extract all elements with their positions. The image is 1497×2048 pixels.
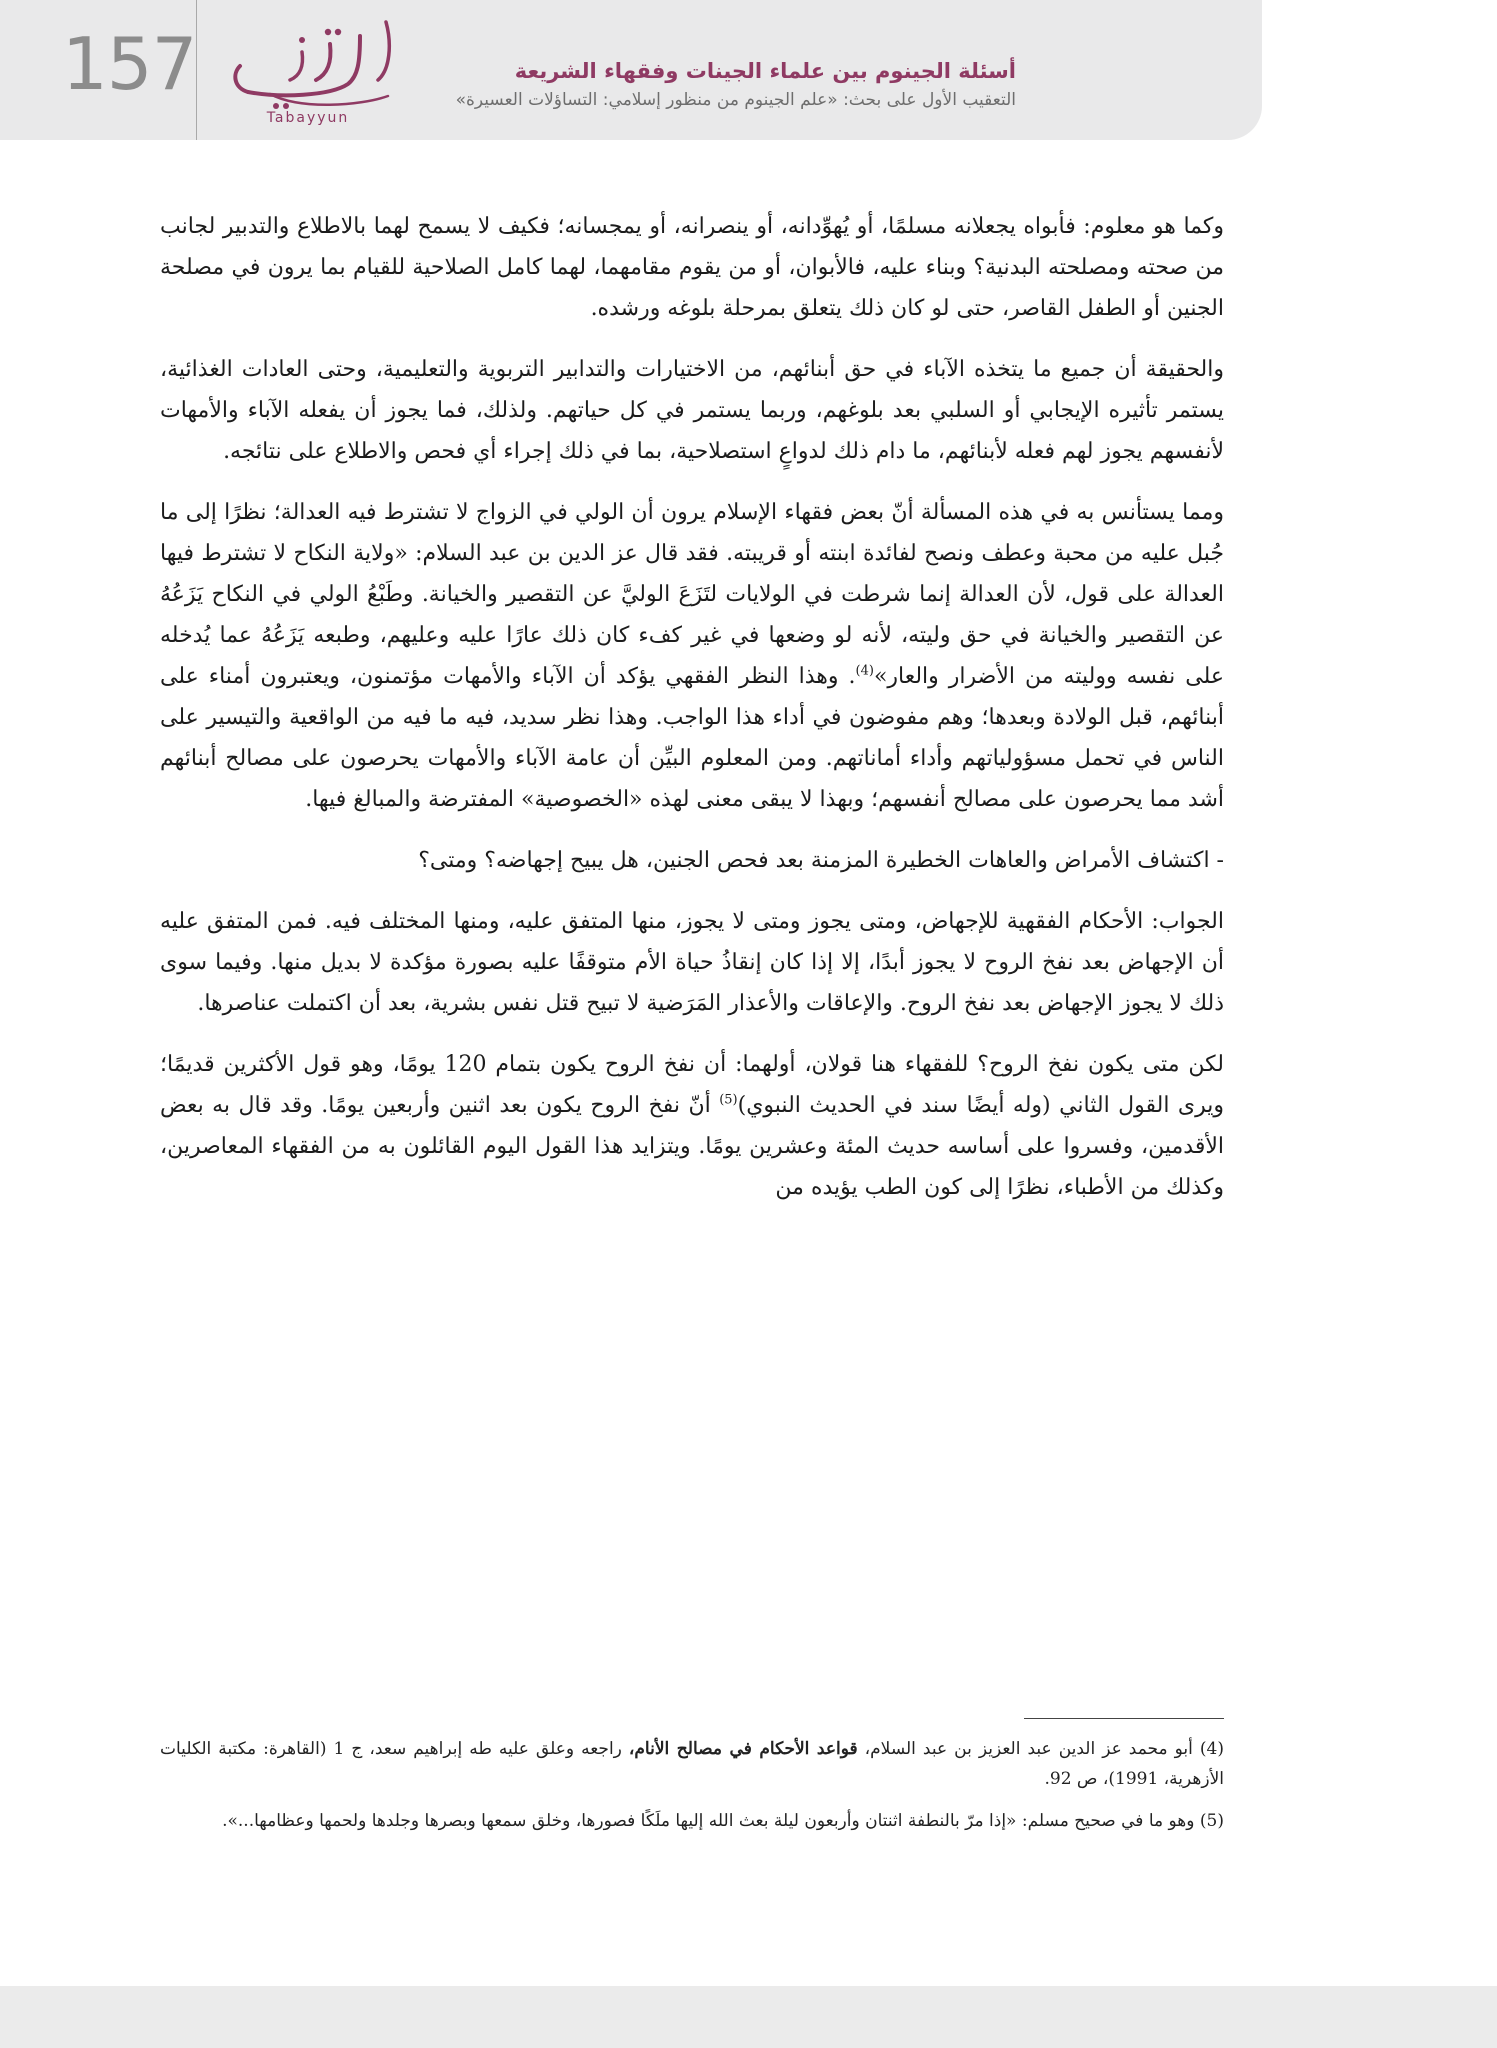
footnote-5 (160, 1806, 1224, 1836)
paragraph-1: وكما هو معلوم: فأبواه يجعلانه مسلمًا، أو يُهوِّدانه، أو ينصرانه، أو يمجسانه؛ فكيف لا يسمح لهما بالاطلاع والتدبير لجانب من صحته ومصلحته البدنية؟ وبناء عليه، فالأبوان، أو من يقوم مقامهما، لهما كامل الصلاحية للقيام بما يرون في مصلحة الجنين أو الطفل القاصر، حتى لو كان ذلك يتعلق بمرحلة بلوغه ورشده. (160, 214, 1224, 321)
footnotes (160, 1734, 1224, 1848)
main-content (160, 206, 1224, 1228)
footnote-ref-5[interactable]: (5) (719, 1092, 738, 1108)
footnote-4-author: أبو محمد عز الدين عبد العزيز بن عبد السلام، (864, 1739, 1193, 1759)
footnote-ref-4[interactable]: (4) (855, 663, 874, 679)
paragraph-3-part-a: ومما يستأنس به في هذه المسألة أنّ بعض فقهاء الإسلام يرون أن الولي في الزواج لا تشترط فيه العدالة؛ نظرًا إلى ما جُبل عليه من محبة وعطف ونصح لفائدة ابنته أو قريبته. فقد قال عز الدين بن عبد السلام: «ولاية النكاح لا تشترط فيها العدالة على قول، لأن العدالة إنما شرطت في الولايات لتَزَعَ الوليَّ عن التقصير والخيانة. وطَبْعُ الولي في النكاح يَزَعُهُ عن التقصير والخيانة في حق وليته، لأنه لو وضعها في غير كفء كان ذلك عارًا عليه وعليهم، وطبعه يَزَعُهُ عما يُدخله على نفسه ووليته من الأضرار والعار» (160, 500, 1224, 689)
paragraph-5-part-b: أنّ نفخ الروح يكون بعد اثنين وأربعين يومًا. وقد قال به بعض الأقدمين، وفسروا على أساسه حديث المئة وعشرين يومًا. ويتزايد هذا القول اليوم القائلون به من الفقهاء المعاصرين، وكذلك من الأطباء، نظرًا إلى كون الطب يؤيده من (160, 1093, 1224, 1200)
footnote-rule (1024, 1718, 1224, 1719)
footnote-4-number: (4) (1199, 1739, 1225, 1759)
paragraph-4: الجواب: الأحكام الفقهية للإجهاض، ومتى يجوز ومتى لا يجوز، منها المتفق عليه، ومنها المختلف فيه. فمن المتفق عليه أن الإجهاض بعد نفخ الروح لا يجوز أبدًا، إلا إذا كان إنقاذُ حياة الأم متوقفًا عليه بصورة مؤكدة لا بديل منها. وفيما سوى ذلك لا يجوز الإجهاض بعد نفخ الروح. والإعاقات والأعذار المَرَضية لا تبيح قتل نفس بشرية، بعد أن اكتملت عناصرها. (160, 909, 1224, 1016)
footnote-4 (160, 1734, 1224, 1794)
footnote-5-text: وهو ما في صحيح مسلم: «إذا مرّ بالنطفة اثنتان وأربعون ليلة بعث الله إليها ملَكًا فصورها، وخلق سمعها وبصرها وجلدها ولحمها وعظامها...». (222, 1811, 1195, 1831)
header-divider (196, 0, 197, 140)
logo-wordmark: Tabayyun (266, 110, 350, 126)
running-title: أسئلة الجينوم بين علماء الجينات وفقهاء الشريعة (514, 59, 1016, 83)
footnote-5-number: (5) (1199, 1811, 1224, 1831)
running-header (256, 56, 1016, 114)
page-header (0, 0, 1262, 140)
page-footer-bar (0, 1986, 1497, 2048)
footnote-4-book-title: قواعد الأحكام في مصالح الأنام، (628, 1739, 858, 1759)
page-number: 157 (62, 22, 197, 106)
footnote-4-details: راجعه وعلق عليه طه إبراهيم سعد، ج 1 (القاهرة: مكتبة الكليات الأزهرية، 1991)، ص 92. (160, 1739, 1224, 1789)
paragraph-3-part-b: . وهذا النظر الفقهي يؤكد أن الآباء والأمهات مؤتمنون، ويعتبرون أمناء على أبنائهم، قبل الولادة وبعدها؛ وهم مفوضون في أداء هذا الواجب. وهذا نظر سديد، فيه ما فيه من الواقعية والتيسير على الناس في تحمل مسؤولياتهم وأداء أماناتهم. ومن المعلوم البيِّن أن عامة الآباء والأمهات يحرصون على مصالح أبنائهم أشد مما يحرصون على مصالح أنفسهم؛ وبهذا لا يبقى معنى لهذه «الخصوصية» المفترضة والمبالغ فيها. (160, 664, 1224, 812)
paragraph-5 (160, 1044, 1224, 1208)
running-subtitle: التعقيب الأول على بحث: «علم الجينوم من منظور إسلامي: التساؤلات العسيرة» (455, 90, 1016, 110)
paragraph-3 (160, 492, 1224, 820)
question-heading: - اكتشاف الأمراض والعاهات الخطيرة المزمنة بعد فحص الجنين، هل يبيح إجهاضه؟ ومتى؟ (418, 848, 1224, 873)
paragraph-5-part-a: لكن متى يكون نفخ الروح؟ للفقهاء هنا قولان، أولهما: أن نفخ الروح يكون بتمام 120 يومًا، وهو قول الأكثرين قديمًا؛ ويرى القول الثاني (وله أيضًا سند في الحديث النبوي) (160, 1052, 1224, 1118)
paragraph-2: والحقيقة أن جميع ما يتخذه الآباء في حق أبنائهم، من الاختيارات والتدابير التربوية والتعليمية، وحتى العادات الغذائية، يستمر تأثيره الإيجابي أو السلبي بعد بلوغهم، وربما يستمر في كل حياتهم. ولذلك، فما يجوز أن يفعله الآباء والأمهات لأنفسهم يجوز لهم فعله لأبنائهم، ما دام ذلك لدواعٍ استصلاحية، بما في ذلك إجراء أي فحص والاطلاع على نتائجه. (160, 357, 1224, 464)
